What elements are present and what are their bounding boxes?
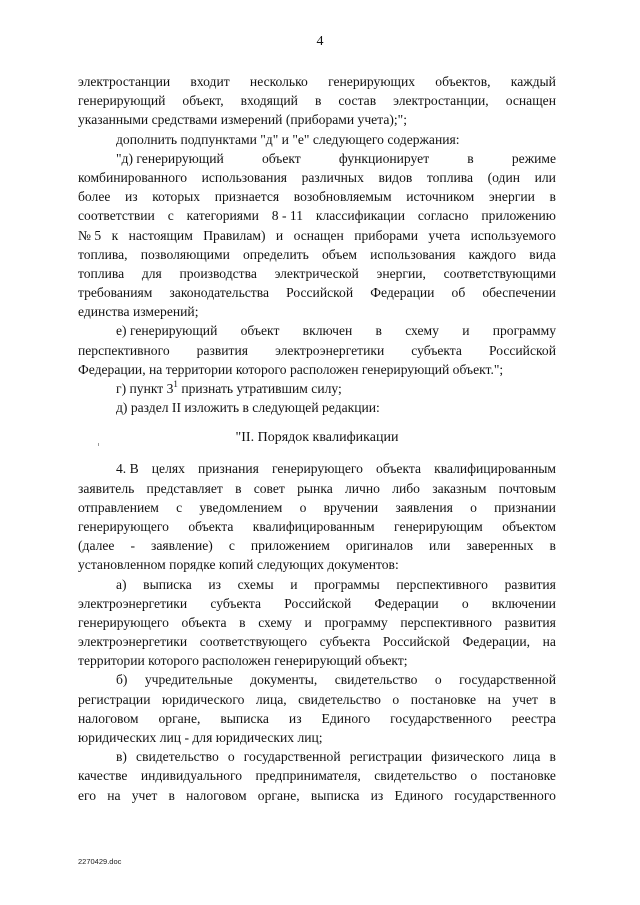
text-line <box>78 321 556 340</box>
word: схему <box>405 323 439 339</box>
text-line <box>78 91 556 110</box>
word: топлива <box>78 265 125 281</box>
word: регистрации <box>78 691 151 707</box>
word: свидетельство <box>374 768 457 784</box>
spacer <box>78 449 556 459</box>
word: субъекта <box>210 595 262 611</box>
text-line <box>78 728 556 747</box>
word: генерирующего <box>271 461 363 477</box>
word: объектов, <box>435 74 491 89</box>
word: лично <box>344 480 380 496</box>
text-line <box>78 651 556 670</box>
word: учет <box>512 691 538 707</box>
word: в <box>235 480 242 496</box>
paragraph <box>78 149 556 322</box>
word: о <box>434 672 442 688</box>
word: генерирующих <box>328 74 416 89</box>
word: государственной <box>243 749 341 765</box>
line-text: г) пункт 3 <box>116 381 174 396</box>
paragraph <box>78 321 556 379</box>
word: используемого <box>470 227 556 243</box>
word: приложением <box>250 538 330 554</box>
paragraph <box>78 398 556 417</box>
word: оснащен <box>293 227 344 243</box>
text-line <box>78 187 556 206</box>
word: о <box>299 499 307 515</box>
word: заявитель <box>78 480 135 496</box>
line-text: дополнить подпунктами "д" и "е" следующего содержания: <box>116 131 460 147</box>
file-name-footer: 2270429.doc <box>78 857 122 866</box>
word: или <box>429 538 451 554</box>
word: Российской <box>382 634 450 650</box>
word: генерирующий <box>78 93 166 109</box>
paragraph <box>78 72 556 130</box>
word: налоговом <box>186 787 247 803</box>
text-line <box>78 613 556 632</box>
word: из <box>370 787 384 803</box>
text-line <box>78 379 556 398</box>
word: выписка <box>310 787 360 803</box>
word: программу <box>492 323 556 339</box>
document-body <box>78 72 556 805</box>
word: юридического <box>161 691 245 707</box>
word: каждого <box>468 246 517 262</box>
word: а) <box>116 576 127 592</box>
word: электроэнергетики <box>78 595 188 611</box>
word: использования <box>370 246 456 262</box>
word: целях <box>151 461 185 477</box>
word: в <box>168 787 175 803</box>
word: Правилам) <box>203 227 266 243</box>
text-line <box>78 341 556 360</box>
line-text: юридических лиц - для юридических лиц; <box>78 730 323 745</box>
word: развития <box>504 576 556 592</box>
word: заявление) <box>150 538 213 554</box>
word: лица, <box>255 691 287 707</box>
word: свидетельство <box>298 691 381 707</box>
word: постановке <box>490 768 556 784</box>
word: каждый <box>510 74 556 89</box>
word: топлива, <box>78 246 128 262</box>
paragraph <box>78 747 556 805</box>
word: перспективного <box>78 342 170 358</box>
word: генерирующего <box>78 614 169 630</box>
word: вида <box>529 246 556 262</box>
word: объектом <box>502 518 556 534</box>
line-text: указанными средствами измерений (приборами учета);"; <box>78 112 407 128</box>
word: объекта <box>188 518 234 534</box>
word: входящий <box>240 93 298 109</box>
word: которых <box>152 189 201 205</box>
word: с <box>176 499 183 515</box>
word: категориями <box>186 208 259 224</box>
superscript: 1 <box>173 379 178 389</box>
word: № 5 <box>78 227 102 243</box>
word: входит <box>190 74 230 89</box>
word: его <box>78 787 97 803</box>
word: индивидуального <box>140 768 243 784</box>
word: - <box>130 538 135 554</box>
word: совет <box>253 480 285 496</box>
word: о <box>227 749 235 765</box>
word: программу <box>324 614 388 630</box>
word: развития <box>504 614 556 630</box>
word: в <box>549 691 556 707</box>
word: постановке <box>410 691 477 707</box>
word: заказным <box>432 480 487 496</box>
word: субъекта <box>319 634 371 650</box>
word: комбинированного <box>78 169 188 185</box>
word: либо <box>392 480 420 496</box>
word: Российской <box>286 285 354 301</box>
word: на <box>487 691 501 707</box>
word: и <box>304 614 312 630</box>
word: к <box>111 227 119 243</box>
word: включен <box>302 323 353 339</box>
word: на <box>542 634 556 650</box>
word: приложению <box>481 208 556 224</box>
word: функционирует <box>338 150 430 166</box>
line-text: установленном порядке копий следующих документов: <box>78 557 399 573</box>
word: документы, <box>250 672 318 688</box>
word: законодательства <box>169 285 270 301</box>
paragraph <box>78 130 556 149</box>
word: из <box>288 710 302 726</box>
word: для <box>141 265 162 281</box>
word: в) <box>116 749 127 765</box>
word: Российской <box>284 595 352 611</box>
word: в <box>467 150 474 166</box>
word: видов <box>378 169 413 185</box>
word: классификации <box>315 208 405 224</box>
word: схему <box>258 614 292 630</box>
text-line <box>78 360 556 379</box>
word: несколько <box>249 74 308 89</box>
word: Единого <box>394 787 444 803</box>
word: соответствующими <box>443 265 556 281</box>
word: е) генерирующий <box>116 323 218 339</box>
word: энергии <box>488 189 535 205</box>
text-line <box>78 245 556 264</box>
paragraph <box>78 670 556 747</box>
word: Единого <box>321 710 371 726</box>
word: о <box>470 768 478 784</box>
word: в <box>549 749 556 765</box>
word: электрической <box>274 265 359 281</box>
word: и <box>462 323 470 339</box>
word: и <box>290 576 298 592</box>
word: признания <box>198 461 259 477</box>
word: выписка <box>143 576 192 592</box>
word: предпринимателя, <box>255 768 361 784</box>
line-text: признать утратившим силу; <box>177 381 342 396</box>
line-text: территории которого расположен генерирующий объект; <box>78 653 408 669</box>
word: Федерации, <box>462 634 531 650</box>
text-line <box>78 498 556 517</box>
word: Федерации <box>374 595 439 611</box>
text-line <box>78 283 556 302</box>
word: учредительные <box>144 672 233 688</box>
word: учета <box>428 227 461 243</box>
word: в <box>314 93 322 109</box>
text-line <box>78 302 556 321</box>
text-line <box>78 72 556 91</box>
text-line <box>78 517 556 536</box>
text-line <box>78 168 556 187</box>
word: электроэнергетики <box>275 342 385 358</box>
word: электроэнергетики <box>78 634 188 650</box>
word: признании <box>494 499 556 515</box>
word: электростанции <box>78 74 171 89</box>
word: "д) генерирующий <box>116 150 224 166</box>
word: качестве <box>78 768 128 784</box>
word: представляет <box>146 480 223 496</box>
word: выписка <box>220 710 269 726</box>
text-line <box>78 747 556 766</box>
text-line <box>78 130 556 149</box>
word: схемы <box>237 576 274 592</box>
paragraph <box>78 459 556 574</box>
word: из <box>125 189 138 205</box>
word: объект, <box>182 93 224 109</box>
line-text: Федерации, на территории которого расположен генерирующий объект."; <box>78 361 504 377</box>
word: обеспечении <box>482 285 556 301</box>
word: государственной <box>459 672 556 688</box>
word: уведомлением <box>199 499 283 515</box>
word: в <box>239 614 246 630</box>
word: отправлением <box>78 499 159 515</box>
word: регистрации <box>349 749 423 765</box>
word: генерирующего <box>78 518 169 534</box>
word: в <box>375 323 382 339</box>
word: и <box>275 227 284 243</box>
word: позволяющими <box>140 246 230 262</box>
text-line <box>78 536 556 555</box>
word: перспективного <box>396 576 488 592</box>
word: о <box>470 499 477 515</box>
text-line <box>78 149 556 168</box>
word: налоговом <box>78 710 139 726</box>
word: объекта <box>181 614 227 630</box>
text-line <box>78 555 556 574</box>
word: заявления <box>395 499 453 515</box>
spacer <box>78 417 556 427</box>
word: об <box>451 285 466 301</box>
text-line <box>78 690 556 709</box>
word: использования <box>201 169 287 185</box>
text-line <box>78 226 556 245</box>
word: генерирующим <box>394 518 483 534</box>
line-text: д) раздел II изложить в следующей редакции: <box>116 400 380 416</box>
word: лица <box>513 749 541 765</box>
word: включении <box>491 595 556 611</box>
word: квалифицированным <box>252 518 375 534</box>
word: топлива <box>426 169 474 185</box>
word: свидетельство <box>136 749 219 765</box>
text-line <box>78 206 556 225</box>
word: настоящим <box>128 227 193 243</box>
word: объект <box>240 323 280 339</box>
word: режиме <box>511 150 556 166</box>
scan-mark <box>98 443 99 446</box>
word: реестра <box>511 710 556 726</box>
word: о <box>392 691 400 707</box>
word: с <box>167 208 174 224</box>
word: согласно <box>417 208 469 224</box>
word: возобновляемым <box>293 189 392 205</box>
word: органе, <box>257 787 300 803</box>
page-number: 4 <box>316 34 324 49</box>
word: определить <box>243 246 309 262</box>
word: субъекта <box>411 342 462 358</box>
word: требованиям <box>78 285 153 301</box>
word: (далее <box>78 538 115 554</box>
word: государственного <box>454 787 556 803</box>
word: на <box>107 787 121 803</box>
word: энергии, <box>376 265 426 281</box>
text-line <box>78 110 556 129</box>
section-heading: "II. Порядок квалификации <box>235 430 399 446</box>
word: объем <box>321 246 358 262</box>
word: электростанции, <box>393 93 489 109</box>
word: квалифицированным <box>434 461 556 477</box>
word: физического <box>431 749 504 765</box>
word: программы <box>314 576 380 592</box>
word: 4. В <box>116 461 139 477</box>
text-line <box>78 594 556 613</box>
word: (один <box>487 169 521 185</box>
word: заверенных <box>466 538 534 554</box>
word: учет <box>131 787 158 803</box>
text-line <box>78 479 556 498</box>
text-line <box>78 575 556 594</box>
text-line <box>78 459 556 478</box>
word: приборами <box>354 227 418 243</box>
word: рынка <box>297 480 333 496</box>
word: различных <box>301 169 364 185</box>
word: источником <box>406 189 475 205</box>
word: или <box>534 169 556 185</box>
word: из <box>208 576 221 592</box>
word: свидетельство <box>334 672 418 688</box>
word: объект <box>261 150 301 166</box>
text-line <box>78 786 556 805</box>
text-line <box>78 398 556 417</box>
word: вручении <box>323 499 379 515</box>
word: оригиналов <box>345 538 414 554</box>
word: Федерации <box>370 285 435 301</box>
word: с <box>228 538 235 554</box>
word: развития <box>196 342 249 358</box>
word: почтовым <box>498 480 556 496</box>
word: более <box>78 189 111 205</box>
word: оснащен <box>505 93 556 109</box>
text-line <box>78 766 556 785</box>
word: признается <box>214 189 280 205</box>
word: Российской <box>488 342 556 358</box>
text-line <box>78 264 556 283</box>
text-line <box>78 632 556 651</box>
word: производства <box>179 265 257 281</box>
word: объекта <box>376 461 422 477</box>
paragraph <box>78 575 556 671</box>
word: соответствующего <box>199 634 308 650</box>
text-line <box>78 709 556 728</box>
word: 8 - 11 <box>271 208 303 224</box>
word: соответствии <box>78 208 155 224</box>
word: перспективного <box>400 614 492 630</box>
text-line <box>78 670 556 689</box>
word: б) <box>116 672 128 688</box>
word: органе, <box>158 710 201 726</box>
word: в <box>549 189 556 205</box>
paragraph <box>78 379 556 398</box>
word: о <box>461 595 469 611</box>
word: состав <box>338 93 377 109</box>
word: в <box>549 538 556 554</box>
word: государственного <box>390 710 492 726</box>
line-text: единства измерений; <box>78 304 199 320</box>
